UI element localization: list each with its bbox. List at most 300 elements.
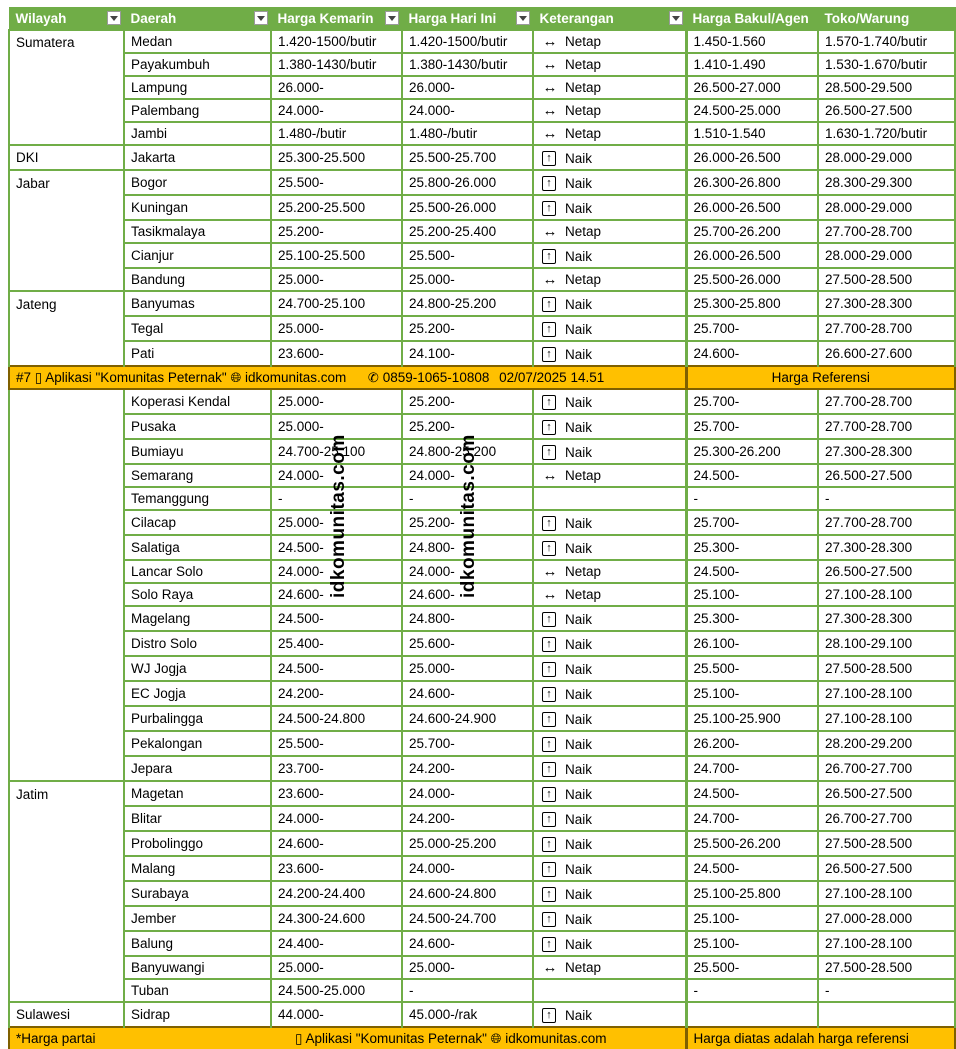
keterangan-text: Naik	[565, 887, 593, 902]
cell-ket	[533, 631, 686, 656]
cell-agen: 25.500-26.200	[686, 831, 818, 856]
table-row	[9, 535, 955, 560]
cell-kemarin: 24.000-	[271, 464, 402, 487]
table-row	[9, 560, 955, 583]
cell-toko: 27.500-28.500	[818, 831, 955, 856]
table-row	[9, 439, 955, 464]
cell-ket	[533, 781, 686, 806]
footer-note: *Harga partai	[9, 1027, 271, 1049]
keterangan-text: Naik	[565, 637, 593, 652]
cell-ket	[533, 291, 686, 316]
cell-ket	[533, 1002, 686, 1027]
arrow-left-right-icon: ↔	[542, 102, 558, 119]
keterangan-text: Netap	[565, 34, 602, 49]
table-row	[9, 510, 955, 535]
cell-hari-ini: 24.800-25.200	[402, 291, 533, 316]
cell-daerah: Sidrap	[124, 1002, 271, 1027]
cell-wilayah	[9, 681, 124, 706]
cell-agen: 25.300-25.800	[686, 291, 818, 316]
table-row	[9, 341, 955, 366]
cell-hari-ini: 25.200-	[402, 414, 533, 439]
keterangan-text: Naik	[565, 249, 593, 264]
keterangan-text: Netap	[565, 960, 602, 975]
arrow-up-icon: ↑	[542, 347, 556, 362]
cell-ket	[533, 681, 686, 706]
cell-kemarin: 25.400-	[271, 631, 402, 656]
cell-wilayah	[9, 831, 124, 856]
cell-daerah: Magetan	[124, 781, 271, 806]
cell-agen: -	[686, 979, 818, 1002]
cell-kemarin: 25.000-	[271, 316, 402, 341]
cell-toko: 27.300-28.300	[818, 606, 955, 631]
cell-daerah: Jepara	[124, 756, 271, 781]
cell-toko: 27.700-28.700	[818, 414, 955, 439]
cell-hari-ini: 26.000-	[402, 76, 533, 99]
arrow-left-right-icon: ↔	[542, 56, 558, 73]
cell-hari-ini: 1.480-/butir	[402, 122, 533, 145]
cell-kemarin: 25.000-	[271, 268, 402, 291]
table-row	[9, 243, 955, 268]
keterangan-text: Naik	[565, 151, 593, 166]
cell-ket	[533, 831, 686, 856]
banner-website[interactable]: idkomunitas.com	[245, 370, 347, 385]
footer-app	[271, 1027, 686, 1049]
cell-ket	[533, 856, 686, 881]
cell-hari-ini: 24.100-	[402, 341, 533, 366]
table-row	[9, 856, 955, 881]
cell-kemarin: 25.200-	[271, 220, 402, 243]
cell-toko: 1.630-1.720/butir	[818, 122, 955, 145]
table-row	[9, 631, 955, 656]
cell-agen: 1.410-1.490	[686, 53, 818, 76]
keterangan-text: Naik	[565, 541, 593, 556]
banner-phone: 0859-1065-10808	[382, 370, 490, 385]
table-body-top	[9, 30, 955, 366]
cell-wilayah	[9, 906, 124, 931]
cell-daerah: Temanggung	[124, 487, 271, 510]
cell-daerah: Jakarta	[124, 145, 271, 170]
filter-dropdown-icon[interactable]	[254, 11, 268, 25]
cell-hari-ini: 24.200-	[402, 756, 533, 781]
keterangan-text: Naik	[565, 1008, 593, 1023]
cell-wilayah: Jatim	[9, 781, 124, 806]
header-wilayah: Wilayah	[9, 8, 124, 31]
phone-icon: ✆	[367, 370, 379, 385]
cell-daerah: Banyuwangi	[124, 956, 271, 979]
cell-daerah: Cianjur	[124, 243, 271, 268]
keterangan-text: Netap	[565, 468, 602, 483]
arrow-up-icon: ↑	[542, 201, 556, 216]
arrow-up-icon: ↑	[542, 737, 556, 752]
header-keterangan: Keterangan	[533, 8, 686, 31]
cell-ket	[533, 510, 686, 535]
cell-daerah: Lancar Solo	[124, 560, 271, 583]
table-row	[9, 806, 955, 831]
table-row	[9, 291, 955, 316]
table-row	[9, 53, 955, 76]
cell-daerah: Medan	[124, 30, 271, 53]
cell-ket	[533, 414, 686, 439]
cell-agen: 24.500-	[686, 781, 818, 806]
cell-agen: 24.500-	[686, 856, 818, 881]
arrow-up-icon: ↑	[542, 420, 556, 435]
cell-agen: 25.100-	[686, 681, 818, 706]
cell-kemarin: 25.000-	[271, 389, 402, 414]
table-row	[9, 1002, 955, 1027]
banner-row	[9, 366, 955, 389]
cell-daerah: Balung	[124, 931, 271, 956]
table-row	[9, 487, 955, 510]
keterangan-text: Naik	[565, 347, 593, 362]
globe-icon: 🌐︎	[490, 1031, 502, 1046]
header-harga-kemarin: Harga Kemarin	[271, 8, 402, 31]
cell-daerah: Cilacap	[124, 510, 271, 535]
cell-hari-ini: 24.000-	[402, 99, 533, 122]
cell-agen: 24.500-25.000	[686, 99, 818, 122]
cell-daerah: Bumiayu	[124, 439, 271, 464]
table-row	[9, 30, 955, 53]
arrow-up-icon: ↑	[542, 445, 556, 460]
keterangan-text: Netap	[565, 57, 602, 72]
cell-agen: 25.700-	[686, 510, 818, 535]
cell-wilayah: Jabar	[9, 170, 124, 195]
cell-hari-ini: 24.800-	[402, 606, 533, 631]
cell-agen: 25.100-	[686, 906, 818, 931]
table-row	[9, 731, 955, 756]
keterangan-text: Netap	[565, 224, 602, 239]
arrow-up-icon: ↑	[542, 322, 556, 337]
cell-kemarin: 24.500-25.000	[271, 979, 402, 1002]
cell-kemarin: 24.000-	[271, 560, 402, 583]
cell-wilayah: Sumatera	[9, 30, 124, 53]
arrow-left-right-icon: ↔	[542, 271, 558, 288]
cell-toko: 27.100-28.100	[818, 583, 955, 606]
cell-kemarin: 23.700-	[271, 756, 402, 781]
table-row	[9, 906, 955, 931]
cell-daerah: Surabaya	[124, 881, 271, 906]
keterangan-text: Netap	[565, 587, 602, 602]
cell-toko: 26.500-27.500	[818, 560, 955, 583]
table-row	[9, 99, 955, 122]
cell-agen: 25.100-	[686, 931, 818, 956]
arrow-left-right-icon: ↔	[542, 125, 558, 142]
cell-toko: 26.500-27.500	[818, 781, 955, 806]
cell-agen: 25.300-26.200	[686, 439, 818, 464]
arrow-left-right-icon: ↔	[542, 467, 558, 484]
arrow-up-icon: ↑	[542, 762, 556, 777]
table-row	[9, 979, 955, 1002]
table-row	[9, 881, 955, 906]
arrow-up-icon: ↑	[542, 837, 556, 852]
cell-daerah: Tuban	[124, 979, 271, 1002]
cell-kemarin: 1.380-1430/butir	[271, 53, 402, 76]
footer-website[interactable]: idkomunitas.com	[505, 1031, 607, 1046]
cell-wilayah	[9, 464, 124, 487]
banner-section	[9, 366, 955, 389]
cell-ket	[533, 341, 686, 366]
banner-reference-label: Harga Referensi	[686, 366, 955, 389]
cell-agen: 25.300-	[686, 535, 818, 560]
cell-agen: 24.700-	[686, 756, 818, 781]
cell-hari-ini: 45.000-/rak	[402, 1002, 533, 1027]
header-harga-hari-ini: Harga Hari Ini	[402, 8, 533, 31]
cell-agen: 25.500-	[686, 656, 818, 681]
arrow-up-icon: ↑	[542, 297, 556, 312]
cell-ket	[533, 806, 686, 831]
table-row	[9, 195, 955, 220]
cell-toko: 27.700-28.700	[818, 316, 955, 341]
cell-hari-ini: 24.600-24.900	[402, 706, 533, 731]
cell-agen: 26.300-26.800	[686, 170, 818, 195]
cell-wilayah	[9, 583, 124, 606]
cell-ket	[533, 389, 686, 414]
cell-hari-ini: -	[402, 979, 533, 1002]
cell-agen: 25.700-	[686, 389, 818, 414]
cell-ket	[533, 731, 686, 756]
cell-wilayah: Jateng	[9, 291, 124, 316]
cell-ket	[533, 170, 686, 195]
cell-toko: 27.700-28.700	[818, 220, 955, 243]
keterangan-text: Naik	[565, 445, 593, 460]
arrow-up-icon: ↑	[542, 687, 556, 702]
arrow-up-icon: ↑	[542, 612, 556, 627]
cell-agen: 25.300-	[686, 606, 818, 631]
cell-kemarin: 26.000-	[271, 76, 402, 99]
cell-kemarin: 25.500-	[271, 170, 402, 195]
keterangan-text: Netap	[565, 80, 602, 95]
keterangan-text: Naik	[565, 395, 593, 410]
cell-kemarin: 25.300-25.500	[271, 145, 402, 170]
cell-wilayah	[9, 439, 124, 464]
header-toko-warung: Toko/Warung	[818, 8, 955, 31]
cell-agen: 25.700-26.200	[686, 220, 818, 243]
arrow-up-icon: ↑	[542, 395, 556, 410]
cell-daerah: Bogor	[124, 170, 271, 195]
cell-kemarin: 25.000-	[271, 956, 402, 979]
cell-daerah: Tasikmalaya	[124, 220, 271, 243]
cell-toko: 27.100-28.100	[818, 706, 955, 731]
table-row	[9, 681, 955, 706]
cell-daerah: Jember	[124, 906, 271, 931]
header-row	[9, 8, 955, 31]
cell-hari-ini: 24.000-	[402, 781, 533, 806]
cell-agen: 24.700-	[686, 806, 818, 831]
keterangan-text: Naik	[565, 912, 593, 927]
cell-ket	[533, 316, 686, 341]
cell-ket	[533, 606, 686, 631]
cell-agen: 26.000-26.500	[686, 145, 818, 170]
cell-daerah: Malang	[124, 856, 271, 881]
phone-app-icon: ▯	[295, 1031, 303, 1046]
cell-hari-ini: 25.200-25.400	[402, 220, 533, 243]
cell-agen: 1.450-1.560	[686, 30, 818, 53]
cell-toko: 27.300-28.300	[818, 535, 955, 560]
cell-daerah: Semarang	[124, 464, 271, 487]
cell-toko: 28.500-29.500	[818, 76, 955, 99]
cell-hari-ini: 24.000-	[402, 560, 533, 583]
cell-toko: 28.000-29.000	[818, 145, 955, 170]
keterangan-text: Naik	[565, 937, 593, 952]
keterangan-text: Naik	[565, 812, 593, 827]
cell-daerah: Jambi	[124, 122, 271, 145]
table-row	[9, 931, 955, 956]
cell-ket	[533, 195, 686, 220]
cell-kemarin: 44.000-	[271, 1002, 402, 1027]
cell-kemarin: 24.200-	[271, 681, 402, 706]
cell-agen: 24.500-	[686, 464, 818, 487]
filter-dropdown-icon[interactable]	[669, 11, 683, 25]
cell-ket	[533, 145, 686, 170]
cell-hari-ini: 25.200-	[402, 316, 533, 341]
cell-toko: 27.300-28.300	[818, 439, 955, 464]
cell-ket	[533, 583, 686, 606]
cell-kemarin: 24.500-	[271, 606, 402, 631]
cell-toko: 27.500-28.500	[818, 656, 955, 681]
keterangan-text: Netap	[565, 103, 602, 118]
table-body-bottom	[9, 389, 955, 1027]
banner-app-name: Aplikasi "Komunitas Peternak"	[45, 370, 227, 385]
cell-wilayah	[9, 99, 124, 122]
cell-wilayah	[9, 706, 124, 731]
keterangan-text: Netap	[565, 564, 602, 579]
arrow-up-icon: ↑	[542, 516, 556, 531]
cell-agen: 25.700-	[686, 414, 818, 439]
cell-ket	[533, 439, 686, 464]
cell-wilayah	[9, 979, 124, 1002]
cell-hari-ini: 24.600-24.800	[402, 881, 533, 906]
cell-ket	[533, 53, 686, 76]
keterangan-text: Naik	[565, 516, 593, 531]
cell-kemarin: 24.500-	[271, 656, 402, 681]
cell-wilayah	[9, 806, 124, 831]
table-row	[9, 76, 955, 99]
table-row	[9, 268, 955, 291]
cell-wilayah	[9, 656, 124, 681]
cell-kemarin: 25.000-	[271, 510, 402, 535]
arrow-up-icon: ↑	[542, 912, 556, 927]
cell-agen: 24.500-	[686, 560, 818, 583]
cell-wilayah	[9, 881, 124, 906]
cell-daerah: Payakumbuh	[124, 53, 271, 76]
cell-hari-ini: 25.600-	[402, 631, 533, 656]
cell-wilayah	[9, 631, 124, 656]
filter-dropdown-icon[interactable]	[516, 11, 530, 25]
keterangan-text: Naik	[565, 837, 593, 852]
cell-wilayah	[9, 243, 124, 268]
cell-toko: -	[818, 487, 955, 510]
cell-agen: 26.000-26.500	[686, 243, 818, 268]
filter-dropdown-icon[interactable]	[385, 11, 399, 25]
filter-dropdown-icon[interactable]	[107, 11, 121, 25]
cell-ket	[533, 268, 686, 291]
table-row	[9, 414, 955, 439]
cell-wilayah	[9, 756, 124, 781]
cell-wilayah	[9, 931, 124, 956]
cell-toko	[818, 1002, 955, 1027]
arrow-left-right-icon: ↔	[542, 223, 558, 240]
cell-ket	[533, 243, 686, 268]
cell-kemarin: 23.600-	[271, 781, 402, 806]
cell-hari-ini: 25.700-	[402, 731, 533, 756]
price-table	[8, 7, 956, 1049]
footer-section	[9, 1027, 955, 1049]
table-row	[9, 583, 955, 606]
cell-wilayah	[9, 414, 124, 439]
footer-reference-note: Harga diatas adalah harga referensi	[686, 1027, 955, 1049]
cell-toko: 28.100-29.100	[818, 631, 955, 656]
cell-kemarin: 24.400-	[271, 931, 402, 956]
cell-kemarin: 24.000-	[271, 806, 402, 831]
cell-daerah: Koperasi Kendal	[124, 389, 271, 414]
cell-agen: 26.200-	[686, 731, 818, 756]
cell-agen: 24.600-	[686, 341, 818, 366]
cell-agen: 26.000-26.500	[686, 195, 818, 220]
globe-icon: 🌐︎	[230, 370, 242, 385]
arrow-up-icon: ↑	[542, 1008, 556, 1023]
cell-wilayah	[9, 220, 124, 243]
keterangan-text: Naik	[565, 737, 593, 752]
cell-ket	[533, 956, 686, 979]
cell-toko: 28.000-29.000	[818, 243, 955, 268]
header-harga-bakul-agen: Harga Bakul/Agen	[686, 8, 818, 31]
arrow-up-icon: ↑	[542, 151, 556, 166]
table-row	[9, 464, 955, 487]
table-row	[9, 122, 955, 145]
cell-toko: 28.000-29.000	[818, 195, 955, 220]
arrow-left-right-icon: ↔	[542, 79, 558, 96]
cell-kemarin: 24.000-	[271, 99, 402, 122]
cell-daerah: Pati	[124, 341, 271, 366]
footer-app-name: Aplikasi "Komunitas Peternak"	[305, 1031, 487, 1046]
cell-toko: 26.700-27.700	[818, 756, 955, 781]
cell-hari-ini: 24.800-	[402, 535, 533, 560]
keterangan-text: Naik	[565, 662, 593, 677]
arrow-up-icon: ↑	[542, 812, 556, 827]
cell-ket	[533, 122, 686, 145]
cell-daerah: Pekalongan	[124, 731, 271, 756]
cell-daerah: Distro Solo	[124, 631, 271, 656]
cell-hari-ini: 24.800-25.200	[402, 439, 533, 464]
price-table-sheet	[8, 7, 954, 1049]
phone-app-icon: ▯	[34, 370, 43, 385]
cell-agen: 25.100-25.800	[686, 881, 818, 906]
watermark-text: idkomunitas.com	[328, 434, 349, 598]
table-row	[9, 220, 955, 243]
cell-ket	[533, 464, 686, 487]
cell-wilayah	[9, 606, 124, 631]
cell-toko: 27.100-28.100	[818, 681, 955, 706]
table-row	[9, 756, 955, 781]
arrow-left-right-icon: ↔	[542, 33, 558, 50]
cell-hari-ini: 25.200-	[402, 389, 533, 414]
cell-ket	[533, 906, 686, 931]
cell-ket	[533, 99, 686, 122]
banner-datetime: 02/07/2025 14.51	[499, 370, 605, 385]
cell-toko: 27.500-28.500	[818, 268, 955, 291]
cell-hari-ini: 24.000-	[402, 856, 533, 881]
cell-hari-ini: 1.420-1500/butir	[402, 30, 533, 53]
cell-wilayah	[9, 535, 124, 560]
cell-daerah: Purbalingga	[124, 706, 271, 731]
cell-kemarin: 24.500-24.800	[271, 706, 402, 731]
cell-hari-ini: 24.600-	[402, 931, 533, 956]
cell-toko: 28.300-29.300	[818, 170, 955, 195]
footer-row	[9, 1027, 955, 1049]
arrow-left-right-icon: ↔	[542, 586, 558, 603]
cell-daerah: Pusaka	[124, 414, 271, 439]
cell-hari-ini: 24.200-	[402, 806, 533, 831]
cell-ket	[533, 931, 686, 956]
